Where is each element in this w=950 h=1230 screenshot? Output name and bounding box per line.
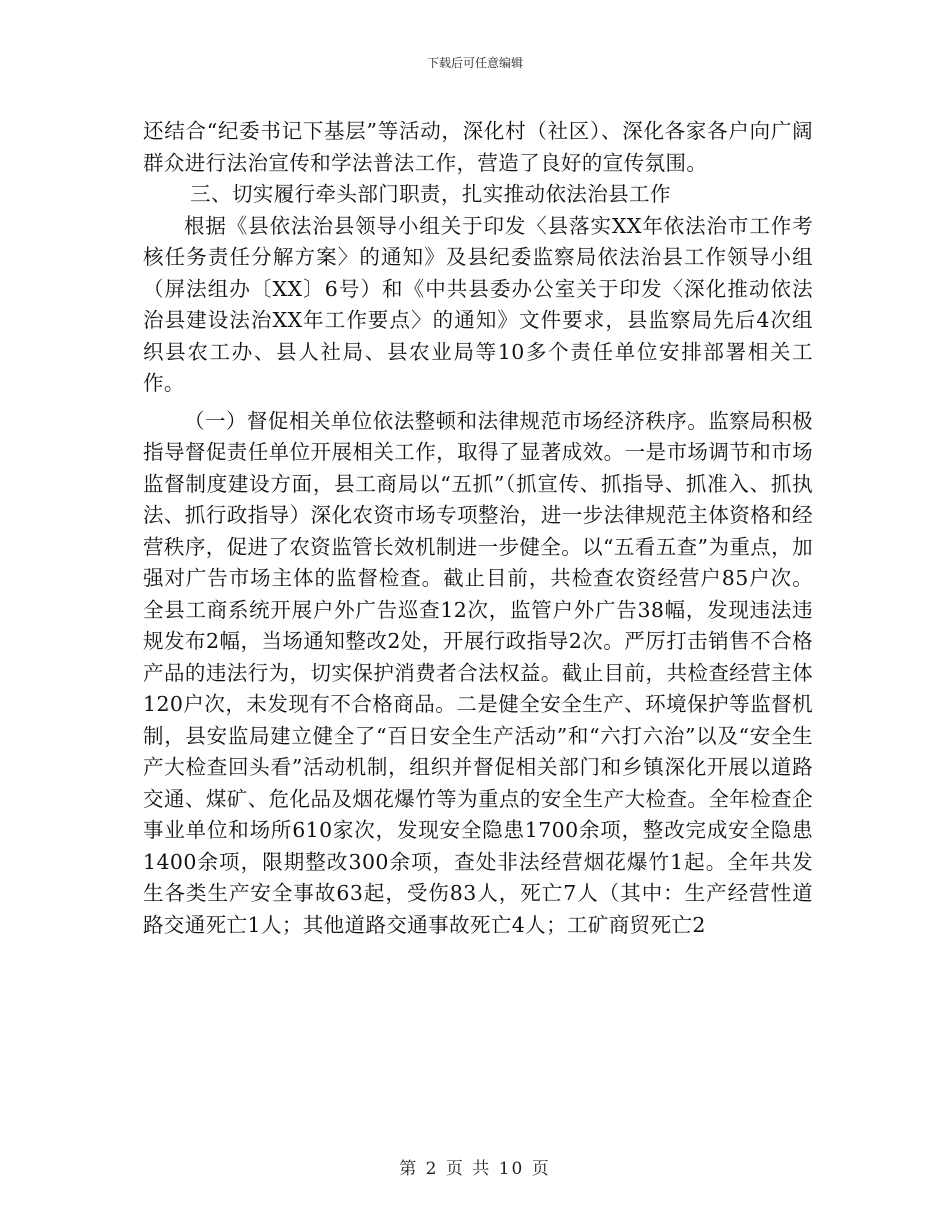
page-number-footer: 第 2 页 共 10 页 xyxy=(399,1159,551,1179)
document-body xyxy=(143,116,813,941)
body-paragraph: （一）督促相关单位依法整顿和法律规范市场经济秩序。监察局积极指导督促责任单位开展相关工作，取得了显著成效。一是市场调节和市场监督制度建设方面，县工商局以“五抓”（抓宣传、抓指导、抓准入、抓执法、抓行政指导）深化农资市场专项整治，进一步法律规范主体资格和经营秩序，促进了农资监管长效机制进一步健全。以“五看五查”为重点，加强对广告市场主体的监督检查。截止目前，共检查农资经营户85户次。全县工商系统开展户外广告巡查12次，监管户外广告38幅，发现违法违规发布2幅，当场通知整改2处，开展行政指导2次。严厉打击销售不合格产品的违法行为，切实保护消费者合法权益。截止目前，共检查经营主体120户次，未发现有不合格商品。二是健全安全生产、环境保护等监督机制，县安监局建立健全了“百日安全生产活动”和“六打六治”以及“安全生产大检查回头看”活动机制，组织并督促相关部门和乡镇深化开展以道路交通、煤矿、危化品及烟花爆竹等为重点的安全生产大检查。全年检查企事业单位和场所610家次，发现安全隐患1700余项，整改完成安全隐患1400余项，限期整改300余项，查处非法经营烟花爆竹1起。全年共发生各类生产安全事故63起，受伤83人，死亡7人（其中：生产经营性道路交通死亡1人；其他道路交通事故死亡4人；工矿商贸死亡2 xyxy=(143,408,813,937)
section-heading: 三、切实履行牵头部门职责，扎实推动依法治县工作 xyxy=(190,182,671,206)
page-header-note: 下载后可任意编辑 xyxy=(426,56,523,70)
body-paragraph: 还结合“纪委书记下基层”等活动，深化村（社区）、深化各家各户向广阔群众进行法治宣传和学法普法工作，营造了良好的宣传氛围。 xyxy=(143,119,813,175)
body-paragraph: 根据《县依法治县领导小组关于印发〈县落实XX年依法治市工作考核任务责任分解方案〉的通知》及县纪委监察局依法治县工作领导小组（屏法组办〔XX〕6号）和《中共县委办公室关于印发〈深化推动依法治县建设法治XX年工作要点〉的通知》文件要求，县监察局先后4次组织县农工办、县人社局、县农业局等10多个责任单位安排部署相关工作。 xyxy=(143,213,813,395)
